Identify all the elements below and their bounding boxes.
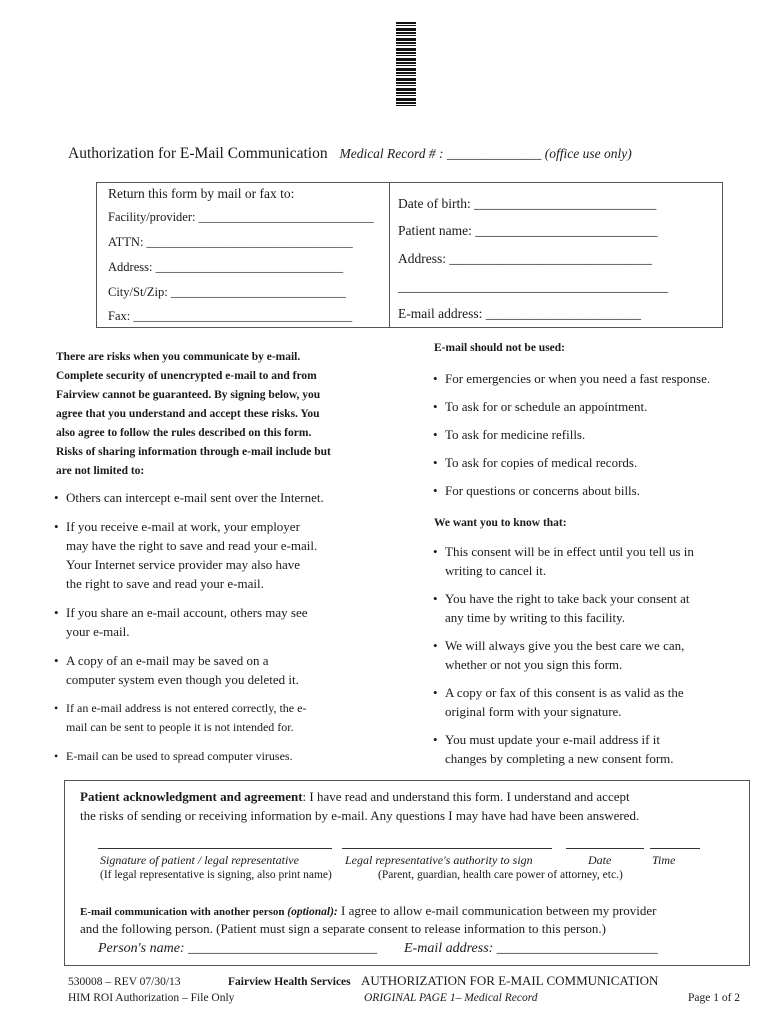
- signature-line[interactable]: [98, 848, 332, 849]
- other-person-line1: E-mail communication with another person (optional): I agree to allow e-mail communication between my provider: [80, 903, 657, 918]
- risks-intro-line: There are risks when you communicate by e-mail.: [56, 351, 301, 363]
- list-item: • If an e-mail address is not entered correctly, the e- mail can be sent to people it is not intended for.: [54, 699, 324, 737]
- patient-address-line2[interactable]: ________________________________________: [398, 279, 668, 294]
- risks-intro-line: Fairview cannot be guaranteed. By signing below, you: [56, 389, 321, 401]
- list-item: • You must update your e-mail address if it changes by completing a new consent form.: [433, 730, 694, 768]
- list-item: • You have the right to take back your consent at any time by writing to this facility.: [433, 589, 694, 627]
- list-item: • For emergencies or when you need a fast response.: [433, 369, 710, 388]
- list-item: • A copy of an e-mail may be saved on a computer system even though you deleted it.: [54, 651, 324, 689]
- risks-intro-line: also agree to follow the rules described on this form.: [56, 427, 312, 439]
- org-name: Fairview Health Services: [228, 976, 351, 988]
- person-email-field[interactable]: E-mail address: _______________________: [404, 941, 658, 956]
- dob-field[interactable]: Date of birth: ___________________________: [398, 196, 657, 211]
- form-title: Authorization for E-Mail Communication: [68, 145, 328, 162]
- not-used-heading: E-mail should not be used:: [434, 342, 566, 354]
- ack-text-line1: Patient acknowledgment and agreement: I have read and understand this form. I understand and accept: [80, 789, 630, 804]
- attn-field[interactable]: ATTN: _________________________________: [108, 235, 353, 249]
- list-item: • E-mail can be used to spread computer viruses.: [54, 747, 324, 766]
- authority-label: Legal representative's authority to sign: [345, 853, 533, 867]
- risks-intro-line: agree that you understand and accept these risks. You: [56, 408, 320, 420]
- date-line[interactable]: [566, 848, 644, 849]
- barcode: [396, 22, 416, 108]
- time-line[interactable]: [650, 848, 700, 849]
- know-list: [433, 542, 694, 777]
- list-item: • To ask for copies of medical records.: [433, 453, 710, 472]
- footer-form-title: AUTHORIZATION FOR E-MAIL COMMUNICATION: [361, 973, 659, 988]
- authority-note: (Parent, guardian, health care power of attorney, etc.): [378, 869, 623, 881]
- person-name-field[interactable]: Person's name: ___________________________: [98, 941, 378, 956]
- original-note: ORIGINAL PAGE 1– Medical Record: [364, 992, 538, 1004]
- date-label: Date: [588, 853, 612, 867]
- patient-address-field[interactable]: Address: ______________________________: [398, 251, 652, 266]
- list-item: • A copy or fax of this consent is as valid as the original form with your signature.: [433, 683, 694, 721]
- form-title-row: [68, 145, 632, 163]
- authority-line[interactable]: [342, 848, 552, 849]
- list-item: • We will always give you the best care we can, whether or not you sign this form.: [433, 636, 694, 674]
- return-address-field[interactable]: Address: ______________________________: [108, 260, 344, 274]
- ack-text-line2: the risks of sending or receiving information by e-mail. Any questions I may have had have been answered.: [80, 808, 640, 823]
- patient-email-field[interactable]: E-mail address: _______________________: [398, 306, 641, 321]
- risks-intro-line: Complete security of unencrypted e-mail to and from: [56, 370, 317, 382]
- list-item: • If you receive e-mail at work, your employer may have the right to save and read your e-mail. Your Internet service provider may also have the right to save and read your e-mail.: [54, 517, 324, 593]
- medical-record-field[interactable]: Medical Record # : ______________ (office use only): [339, 146, 632, 161]
- other-person-line2: and the following person. (Patient must sign a separate consent to release information to this person.): [80, 921, 607, 936]
- not-used-list: [433, 369, 710, 509]
- know-heading: We want you to know that:: [434, 517, 567, 529]
- facility-field[interactable]: Facility/provider: ____________________________: [108, 210, 374, 224]
- risks-intro-line: Risks of sharing information through e-mail include but: [56, 446, 331, 458]
- return-heading: Return this form by mail or fax to:: [108, 186, 295, 201]
- return-address-box: [96, 182, 390, 328]
- list-item: • For questions or concerns about bills.: [433, 481, 710, 500]
- risks-intro-line: are not limited to:: [56, 465, 145, 477]
- city-field[interactable]: City/St/Zip: ____________________________: [108, 285, 346, 299]
- risks-list: [54, 488, 324, 776]
- patient-name-field[interactable]: Patient name: ___________________________: [398, 223, 658, 238]
- page-number: Page 1 of 2: [688, 992, 741, 1004]
- him-note: HIM ROI Authorization – File Only: [68, 992, 235, 1004]
- list-item: • Others can intercept e-mail sent over the Internet.: [54, 488, 324, 507]
- signature-label: Signature of patient / legal representative: [100, 853, 299, 867]
- ack-label: Patient acknowledgment and agreement: [80, 789, 303, 804]
- list-item: • This consent will be in effect until you tell us in writing to cancel it.: [433, 542, 694, 580]
- risks-intro: [56, 348, 331, 481]
- form-code: 530008 – REV 07/30/13: [68, 976, 181, 988]
- list-item: • If you share an e-mail account, others may see your e-mail.: [54, 603, 324, 641]
- fax-field[interactable]: Fax: ___________________________________: [108, 309, 353, 323]
- other-person-label: E-mail communication with another person: [80, 906, 288, 918]
- list-item: • To ask for medicine refills.: [433, 425, 710, 444]
- print-name-note: (If legal representative is signing, also print name): [100, 869, 332, 881]
- list-item: • To ask for or schedule an appointment.: [433, 397, 710, 416]
- time-label: Time: [652, 853, 676, 867]
